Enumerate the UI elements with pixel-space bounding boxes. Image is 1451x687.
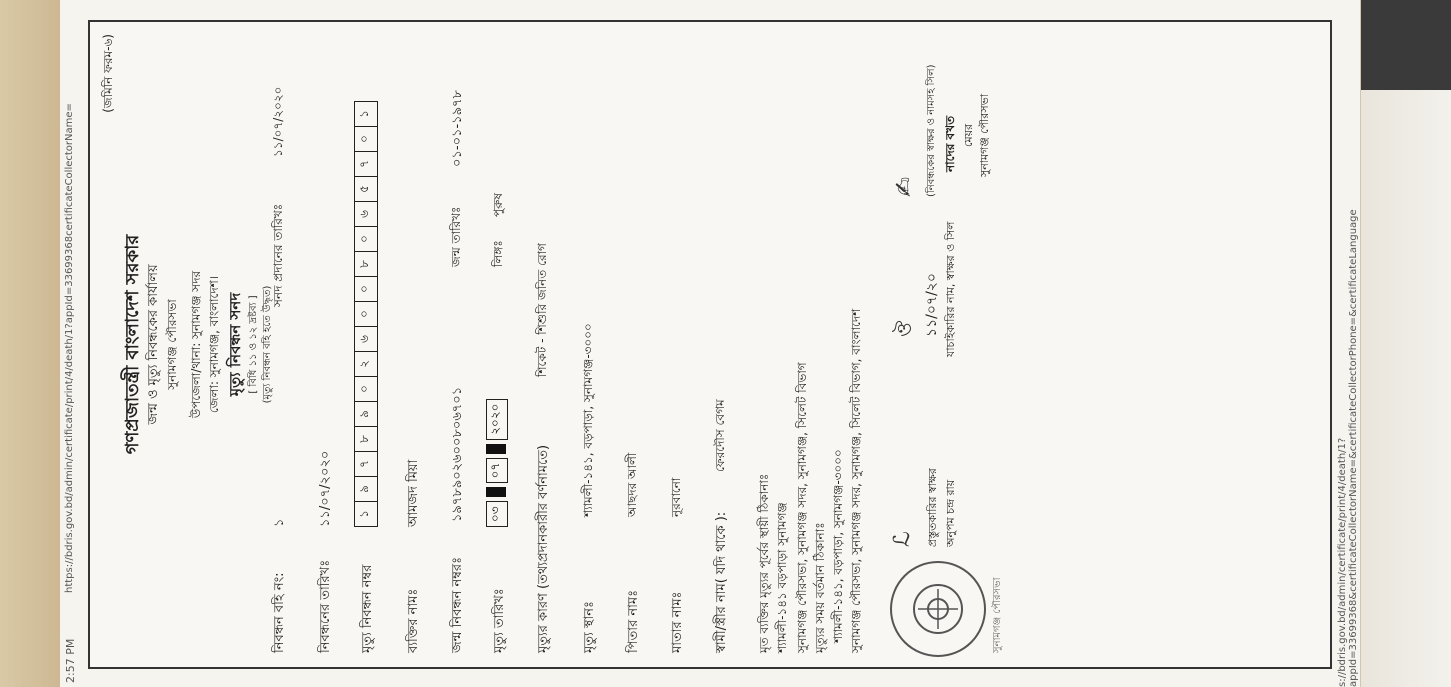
form-number: (জমিনি ফরম-৬)	[101, 34, 115, 113]
dob: ০১-০১-১৯৭৮	[450, 90, 465, 167]
print-time: 2:57 PM	[64, 638, 77, 683]
perm-addr-line2: সুনামগঞ্জ পৌরসভা, সুনামগঞ্জ সদর, সুনামগঞ্জ, সিলেট বিভাগ	[795, 362, 809, 653]
birth-reg-no: ১৯৭৮৯০২৬০০৮০৬৭০১	[450, 386, 465, 522]
cur-addr-line1: শ্যামলী-১৪১, বড়পাড়া, সুনামগঞ্জ-৩০০০	[831, 449, 845, 643]
mother-label: মাতার নামঃ	[670, 591, 685, 653]
desk-shadow	[1361, 0, 1451, 90]
seal-text: সুনামগঞ্জ পৌরসভা	[992, 577, 1003, 653]
sex-label: লিঙ্গঃ	[491, 240, 505, 267]
perm-addr-line1: শ্যামলী-১৪১ বড়পাড়া সুনামগঞ্জ	[775, 502, 789, 653]
mother-name: নূরবানো	[669, 477, 683, 517]
issue-date-label: সনদ প্রদানের তারিখঃ	[271, 203, 285, 307]
upazila: উপজেলা/থানা: সুনামগঞ্জ সদর	[189, 270, 203, 419]
reg-no-digit: ৭	[354, 151, 378, 176]
reg-no-digit: ৮	[354, 426, 378, 451]
rotated-document	[60, 0, 1360, 687]
registrar-title: মেয়র	[962, 123, 975, 147]
dod-day: ০৩	[486, 501, 508, 527]
preparer-sign-label: প্রস্তুতকারির স্বাক্ষর	[926, 468, 939, 547]
registrar-name: নাদের বখত	[943, 115, 957, 172]
spouse-label: স্বামী/স্ত্রীর নাম( যদি থাকে ):	[714, 511, 729, 653]
preparer-name: অনুপম চন্দ্র রায়	[944, 479, 957, 547]
place: শ্যামলী-১৪১, বড়পাড়া, সুনামগঞ্জ-৩০০০	[581, 323, 595, 517]
reg-no-digit: ৯	[354, 401, 378, 426]
reg-no-boxes	[354, 101, 378, 527]
registrar-org: সুনামগঞ্জ পৌরসভা	[978, 93, 991, 177]
reg-no-digit: ৯	[354, 476, 378, 501]
dod-month: ০৭	[486, 458, 508, 484]
cause: শিকেট - শিশুরি জনিত রোগ	[535, 243, 549, 377]
office-title: জন্ম ও মৃত্যু নিবন্ধকের কার্যালয়	[146, 264, 161, 425]
dod-boxes	[486, 399, 508, 527]
verifier-signature: ঔ	[892, 320, 916, 337]
reg-no-digit: ০	[354, 276, 378, 301]
father-label: পিতার নামঃ	[626, 589, 641, 653]
spouse-name: ফেরদৌস বেগম	[713, 399, 727, 472]
reg-no-digit: ৬	[354, 201, 378, 226]
deceased-name: আমজদ মিয়া	[406, 459, 421, 527]
reg-date-label: নিবন্ধনের তারিখঃ	[318, 559, 333, 653]
dod-label: মৃত্যু তারিখঃ	[492, 588, 507, 653]
cur-addr-line2: সুনামগঞ্জ পৌরসভা, সুনামগঞ্জ সদর, সুনামগঞ্জ, সিলেট বিভাগ, বাংলাদেশ	[849, 308, 863, 653]
reg-no-digit: ০	[354, 226, 378, 251]
reg-no-digit: ৮	[354, 251, 378, 276]
reg-no-digit: ১	[354, 101, 378, 126]
reg-no-digit: ৫	[354, 176, 378, 201]
sex: পুরুষ	[491, 193, 505, 217]
perm-addr-label: মৃত ব্যক্তির মৃত্যুর পূর্বের স্থায়ী ঠিকানাঃ	[757, 473, 771, 653]
desk-left	[0, 0, 60, 687]
verifier-date: ১১/০৭/২০	[924, 272, 940, 337]
date-separator	[486, 444, 506, 454]
father-name: আছদর আলী	[625, 452, 639, 517]
place-label: মৃত্যু স্থানঃ	[582, 601, 597, 653]
district: জেলা: সুনামগঞ্জ, বাংলাদেশ।	[207, 275, 221, 414]
footer-url: s://bdris.gov.bd/admin/certificate/print/4/death/1?appId=33699368&certificateCollectorName=&certificateCollectorPhone=&certificateLanguage	[1337, 209, 1359, 687]
book-no: ১	[272, 518, 287, 527]
seal-emblem-icon	[912, 583, 964, 635]
preparer-signature: ℒ	[890, 531, 915, 547]
cur-addr-label: মৃত্যুর সময় বর্তমান ঠিকানাঃ	[813, 522, 827, 653]
office-subtitle: সুনামগঞ্জ পৌরসভা	[165, 299, 179, 390]
reg-no-digit: ০	[354, 301, 378, 326]
certificate-title: মৃত্যু নিবন্ধন সনদ	[226, 292, 244, 397]
reg-no-digit: ০	[354, 126, 378, 151]
reg-no-digit: ২	[354, 351, 378, 376]
reg-no-digit: ০	[354, 376, 378, 401]
book-no-label: নিবন্ধন বহি নং:	[272, 572, 287, 653]
reg-no-digit: ৭	[354, 451, 378, 476]
dob-label: জন্ম তারিখঃ	[449, 206, 463, 267]
verifier-sign-label: যাচাইকারির নাম, স্বাক্ষর ও সিল	[944, 221, 957, 357]
rule-reference: [ বিধি ১১ ও ১২ দ্রষ্টব্য ]	[248, 295, 259, 394]
desk-right	[1361, 0, 1451, 687]
reg-no-label: মৃত্যু নিবন্ধন নম্বর	[360, 564, 375, 653]
municipal-seal	[890, 561, 986, 657]
registrar-sign-label: (নিবন্ধকের স্বাক্ষর ও নামসহ সিল)	[926, 64, 937, 197]
print-url: https://bdris.gov.bd/admin/certificate/print/4/death/1?appId=33699368certificateCollectorName=	[64, 103, 75, 593]
source-note: (মৃত্যু নিবন্ধন বহি হতে উদ্ধৃত)	[262, 285, 273, 404]
reg-no-digit: ১	[354, 501, 378, 527]
cause-label: মৃত্যুর কারণ (তথ্যপ্রদানকারীর বর্ণনামতে)	[536, 444, 551, 653]
date-separator	[486, 487, 506, 497]
certificate-frame	[88, 20, 1332, 669]
birth-reg-label: জন্ম নিবন্ধন নম্বরঃ	[450, 556, 465, 653]
reg-date: ১১/০৭/২০২০	[318, 450, 333, 527]
registrar-signature: ✍	[890, 176, 918, 197]
dod-year: ২০২০	[486, 399, 508, 440]
print-header	[60, 3, 80, 683]
paper-sheet	[60, 0, 1360, 687]
issue-date: ১১/০৭/২০২০	[271, 86, 285, 157]
reg-no-digit: ৬	[354, 326, 378, 351]
government-title: গণপ্রজাতন্ত্রী বাংলাদেশ সরকার	[122, 234, 143, 455]
print-footer	[1335, 0, 1359, 687]
name-label: ব্যক্তির নামঃ	[406, 588, 421, 653]
